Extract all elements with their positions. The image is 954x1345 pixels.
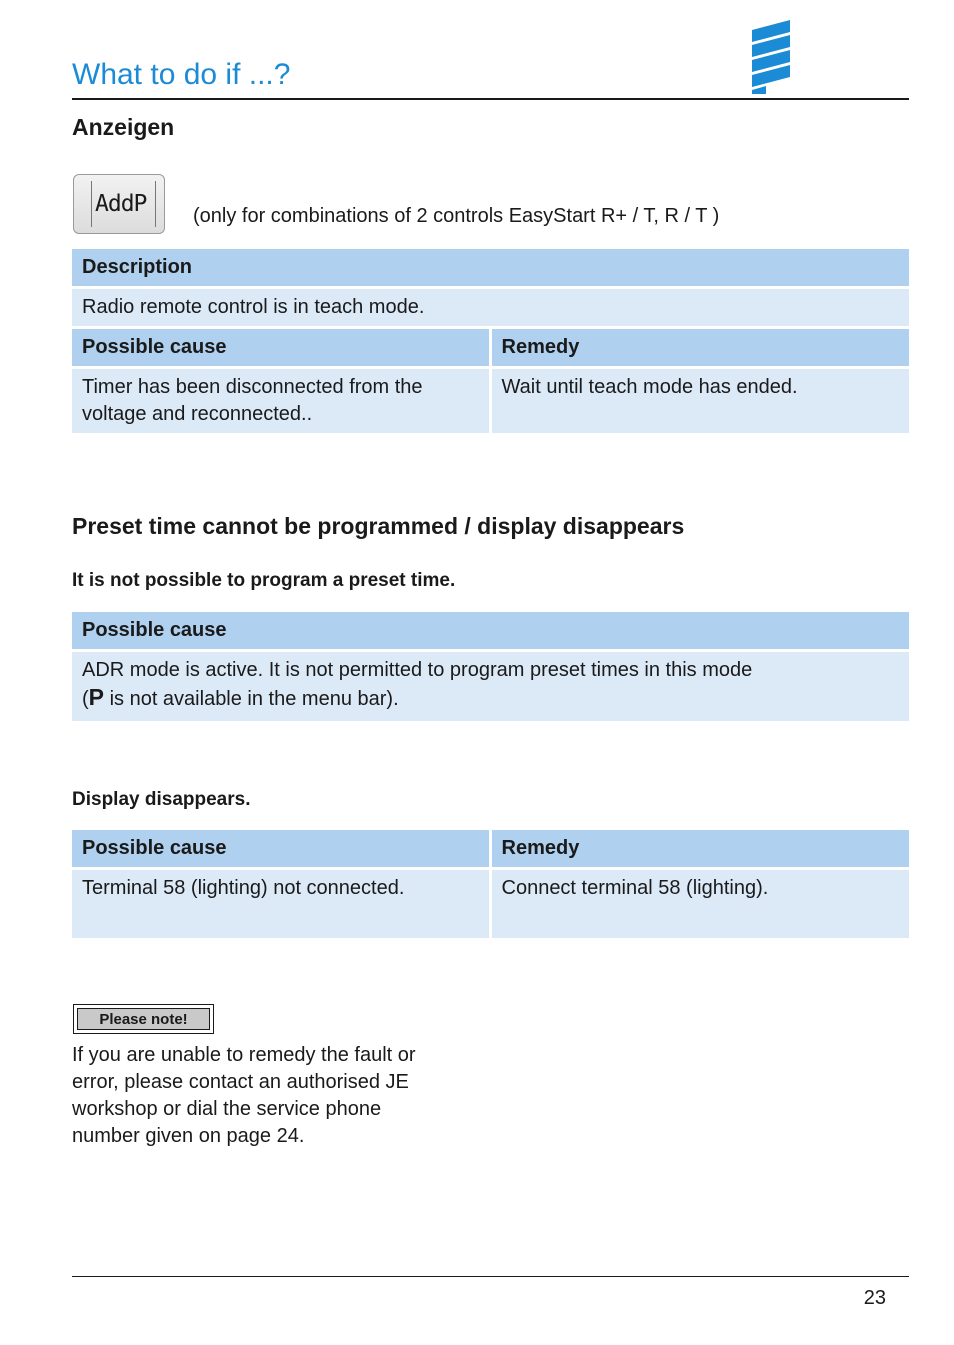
description-cell: Radio remote control is in teach mode.: [72, 288, 909, 328]
display-table: [72, 830, 909, 938]
please-note-badge: [73, 1004, 214, 1034]
lcd-display-text: AddP: [91, 181, 156, 227]
cause-header: Possible cause: [72, 328, 490, 368]
subheading-display-disappears: Display disappears.: [72, 789, 251, 810]
remedy-cell: Connect terminal 58 (lighting).: [490, 869, 909, 939]
cause-header: Possible cause: [72, 612, 909, 651]
cause-header: Possible cause: [72, 830, 490, 869]
section-heading-anzeigen: Anzeigen: [72, 114, 175, 140]
cause-line-1: ADR mode is active. It is not permitted to program preset times in this mode: [82, 659, 753, 681]
page-number: 23: [863, 1287, 886, 1309]
preset-cause-table: [72, 612, 909, 721]
remedy-header: Remedy: [490, 328, 909, 368]
eberspaecher-spiral-logo: [748, 18, 794, 94]
header-divider: [72, 98, 909, 100]
cause-line-2: is not available in the menu bar).: [104, 688, 399, 710]
preset-p-icon: P: [88, 684, 105, 710]
cause-cell: [72, 651, 909, 722]
remedy-header: Remedy: [490, 830, 909, 869]
subheading-preset-time: It is not possible to program a preset time.: [72, 570, 456, 591]
please-note-label: Please note!: [77, 1008, 210, 1030]
page-title: What to do if ...?: [72, 58, 291, 91]
description-header: Description: [72, 249, 909, 288]
footer-divider: [72, 1276, 909, 1277]
cause-cell: Terminal 58 (lighting) not connected.: [72, 869, 490, 939]
cause-cell: Timer has been disconnected from the voltage and reconnected..: [72, 368, 490, 434]
note-text: If you are unable to remedy the fault or error, please contact an authorised JE workshop or dial the service phone number given on page 24.: [72, 1044, 416, 1147]
cause-open-paren: (: [82, 688, 89, 710]
section-heading-preset: Preset time cannot be programmed / display disappears: [72, 513, 685, 539]
display-note: (only for combinations of 2 controls EasyStart R+ / T, R / T ): [193, 205, 720, 227]
remedy-cell: Wait until teach mode has ended.: [490, 368, 909, 434]
lcd-display-icon: [73, 174, 165, 234]
addp-table: [72, 249, 909, 433]
